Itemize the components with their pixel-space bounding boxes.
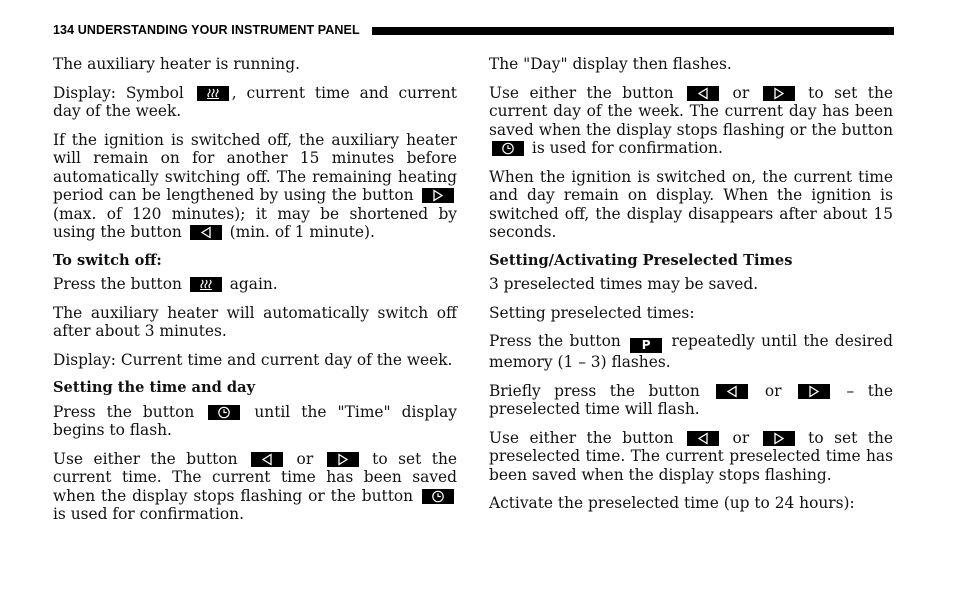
left-column — [53, 55, 457, 534]
paragraph — [489, 332, 893, 372]
left-arrow-icon — [687, 86, 719, 101]
text: Press the button — [53, 275, 182, 293]
paragraph — [489, 304, 893, 323]
left-arrow-icon — [716, 384, 748, 399]
text: If the ignition is switched off, the auxiliary heater will remain on for another 15 minutes before automatically switching off. The remaining heating period can be lengthened by using the button — [53, 130, 457, 204]
section-heading: Setting/Activating Preselected Times — [489, 251, 793, 269]
section-heading: Setting the time and day — [53, 379, 256, 396]
text: is used for confirmation. — [53, 505, 244, 523]
right-arrow-icon — [763, 431, 795, 446]
text: (min. of 1 minute). — [229, 223, 375, 241]
paragraph — [53, 450, 457, 524]
text: is used for confirmation. — [531, 139, 723, 157]
paragraph — [489, 84, 893, 158]
section-heading: To switch off: — [53, 251, 162, 269]
text: Activate the preselected time (up to 24 hours): — [489, 494, 855, 512]
text: , current time and current day of the week. — [53, 83, 457, 120]
clock-icon — [422, 489, 454, 504]
paragraph — [489, 429, 893, 485]
text: Press the button — [489, 332, 621, 350]
text: Display: Symbol — [53, 83, 184, 102]
right-arrow-icon — [763, 86, 795, 101]
paragraph — [53, 55, 457, 74]
text: (max. of 120 minutes); it may be shortened by using the button — [53, 204, 457, 241]
paragraph — [53, 304, 457, 341]
left-arrow-icon — [251, 452, 283, 467]
clock-icon — [208, 405, 240, 420]
p-button-icon: P — [630, 338, 662, 353]
clock-icon — [492, 141, 524, 156]
text: Use either the button — [489, 83, 674, 102]
paragraph — [489, 275, 893, 294]
text: Briefly press the button — [489, 381, 700, 400]
text: The "Day" display then flashes. — [489, 55, 732, 73]
paragraph — [53, 351, 457, 370]
text: to set the current time. The current time has been saved when the display stops flashing or the button — [53, 449, 457, 505]
text: or — [296, 449, 314, 468]
text: to set the preselected time. The current preselected time has been saved when the display stops flashing. — [489, 428, 893, 484]
paragraph — [489, 494, 893, 513]
paragraph — [53, 84, 457, 121]
paragraph — [53, 403, 457, 440]
text: again. — [229, 275, 278, 293]
text: 3 preselected times may be saved. — [489, 275, 759, 293]
text: until the "Time" display begins to flash. — [53, 402, 457, 439]
text: The auxiliary heater is running. — [53, 55, 300, 73]
text: Setting preselected times: — [489, 303, 695, 322]
text: to set the current day of the week. The current day has been saved when the display stops flashing or the button — [489, 83, 893, 139]
page-title: 134 UNDERSTANDING YOUR INSTRUMENT PANEL — [53, 23, 360, 37]
left-arrow-icon — [687, 431, 719, 446]
text: The auxiliary heater will automatically switch off after about 3 minutes. — [53, 303, 457, 340]
text: repeatedly until the desired memory (1 – 3) flashes. — [489, 332, 893, 371]
right-column — [489, 55, 893, 523]
paragraph — [53, 131, 457, 242]
right-arrow-icon — [327, 452, 359, 467]
right-arrow-icon — [798, 384, 830, 399]
text: Use either the button — [489, 428, 674, 447]
heater-icon — [190, 277, 222, 292]
page-header — [53, 21, 894, 39]
text: or — [764, 381, 782, 400]
text: Display: Current time and current day of the week. — [53, 350, 453, 369]
left-arrow-icon — [190, 225, 222, 240]
text: When the ignition is switched on, the current time and day remain on display. When the ignition is switched off, the display disappears after about 15 seconds. — [489, 167, 893, 241]
paragraph — [489, 168, 893, 242]
text: Press the button — [53, 402, 195, 421]
paragraph — [53, 275, 457, 294]
text: – the preselected time will flash. — [489, 381, 893, 418]
paragraph — [489, 382, 893, 419]
text: or — [732, 83, 750, 102]
right-arrow-icon — [422, 188, 454, 203]
text: Use either the button — [53, 449, 238, 468]
header-rule — [372, 27, 894, 35]
paragraph — [489, 55, 893, 74]
heater-icon — [197, 86, 229, 101]
text: or — [732, 428, 750, 447]
